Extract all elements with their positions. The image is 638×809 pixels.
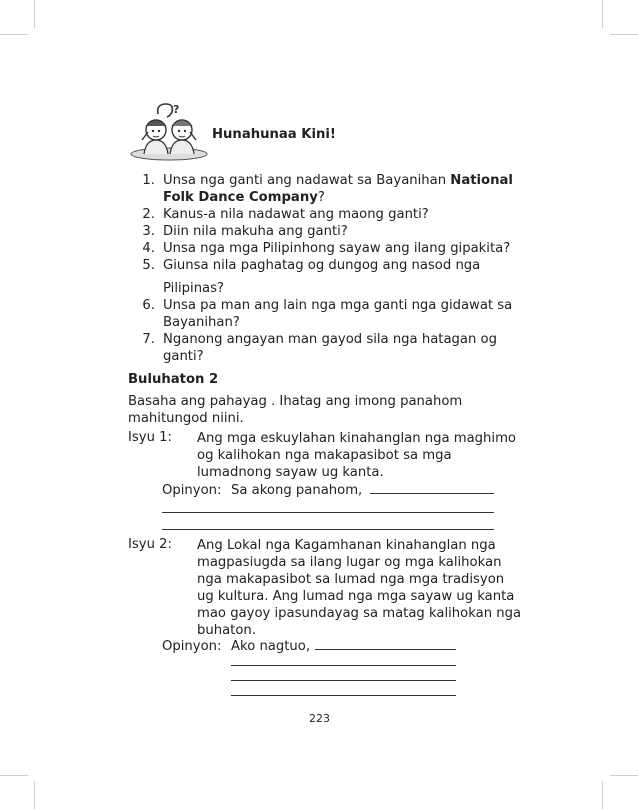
- crop-mark: [34, 0, 35, 28]
- crop-mark: [610, 775, 638, 776]
- question-text: Unsa nga ganti ang nadawat sa Bayanihan National Folk Dance Company?: [163, 173, 513, 205]
- question-number: 5.: [142, 258, 155, 273]
- answer-line[interactable]: [370, 493, 494, 494]
- thinking-children-icon: [128, 100, 210, 162]
- crop-mark: [610, 34, 638, 35]
- crop-mark: [602, 781, 603, 809]
- issue-text: Ang Lokal nga Kagamhanan kinahanglan nga magpasiugda sa ilang lugar og mga kalihokan nga makapasibot sa lumad nga mga tradisyon ug kultura. Ang lumad nga mga sayaw ug kanta mao gayoy ipasundayag sa matag kalihokan nga buhaton.: [197, 538, 522, 638]
- question-text: Nganong angayan man gayod sila nga hatagan og ganti?: [163, 332, 497, 364]
- question-text: Diin nila makuha ang ganti?: [163, 224, 348, 239]
- question-number: 7.: [142, 332, 155, 347]
- page-number: 223: [309, 712, 330, 725]
- activity-title: Buluhaton 2: [128, 372, 219, 387]
- issue-label: Isyu 2:: [128, 537, 172, 552]
- question-number: 6.: [142, 298, 155, 313]
- question-number: 2.: [142, 207, 155, 222]
- question-text: Pilipinas?: [163, 281, 224, 296]
- issue-label: Isyu 1:: [128, 430, 172, 445]
- answer-line[interactable]: [231, 680, 456, 681]
- crop-mark: [602, 0, 603, 28]
- question-text: Kanus-a nila nadawat ang maong ganti?: [163, 207, 429, 222]
- opinion-label: Opinyon:: [162, 639, 222, 654]
- opinion-prompt: Ako nagtuo,: [231, 639, 311, 654]
- question-number: 1.: [142, 173, 155, 188]
- issue-text: Ang mga eskuylahan kinahanglan nga maghimo og kalihokan nga makapasibot sa mga lumadnong sayaw ug kanta.: [197, 431, 516, 480]
- crop-mark: [0, 775, 28, 776]
- question-number: 3.: [142, 224, 155, 239]
- activity-intro: Basaha ang pahayag . Ihatag ang imong panahom mahitungod niini.: [128, 394, 463, 426]
- crop-mark: [34, 781, 35, 809]
- svg-text:?: ?: [173, 103, 180, 116]
- question-text: Unsa pa man ang lain nga mga ganti nga gidawat sa Bayanihan?: [163, 298, 513, 330]
- answer-line[interactable]: [162, 512, 494, 513]
- answer-line[interactable]: [162, 529, 494, 530]
- question-text: Giunsa nila paghatag og dungog ang nasod nga: [163, 258, 481, 273]
- crop-mark: [0, 34, 28, 35]
- question-text: Unsa nga mga Pilipinhong sayaw ang ilang gipakita?: [163, 241, 511, 256]
- answer-line[interactable]: [231, 695, 456, 696]
- answer-line[interactable]: [231, 665, 456, 666]
- answer-line[interactable]: [315, 649, 456, 650]
- opinion-label: Opinyon:: [162, 483, 222, 498]
- section-title: Hunahunaa Kini!: [212, 127, 336, 142]
- opinion-prompt: Sa akong panahom,: [231, 483, 363, 498]
- question-number: 4.: [142, 241, 155, 256]
